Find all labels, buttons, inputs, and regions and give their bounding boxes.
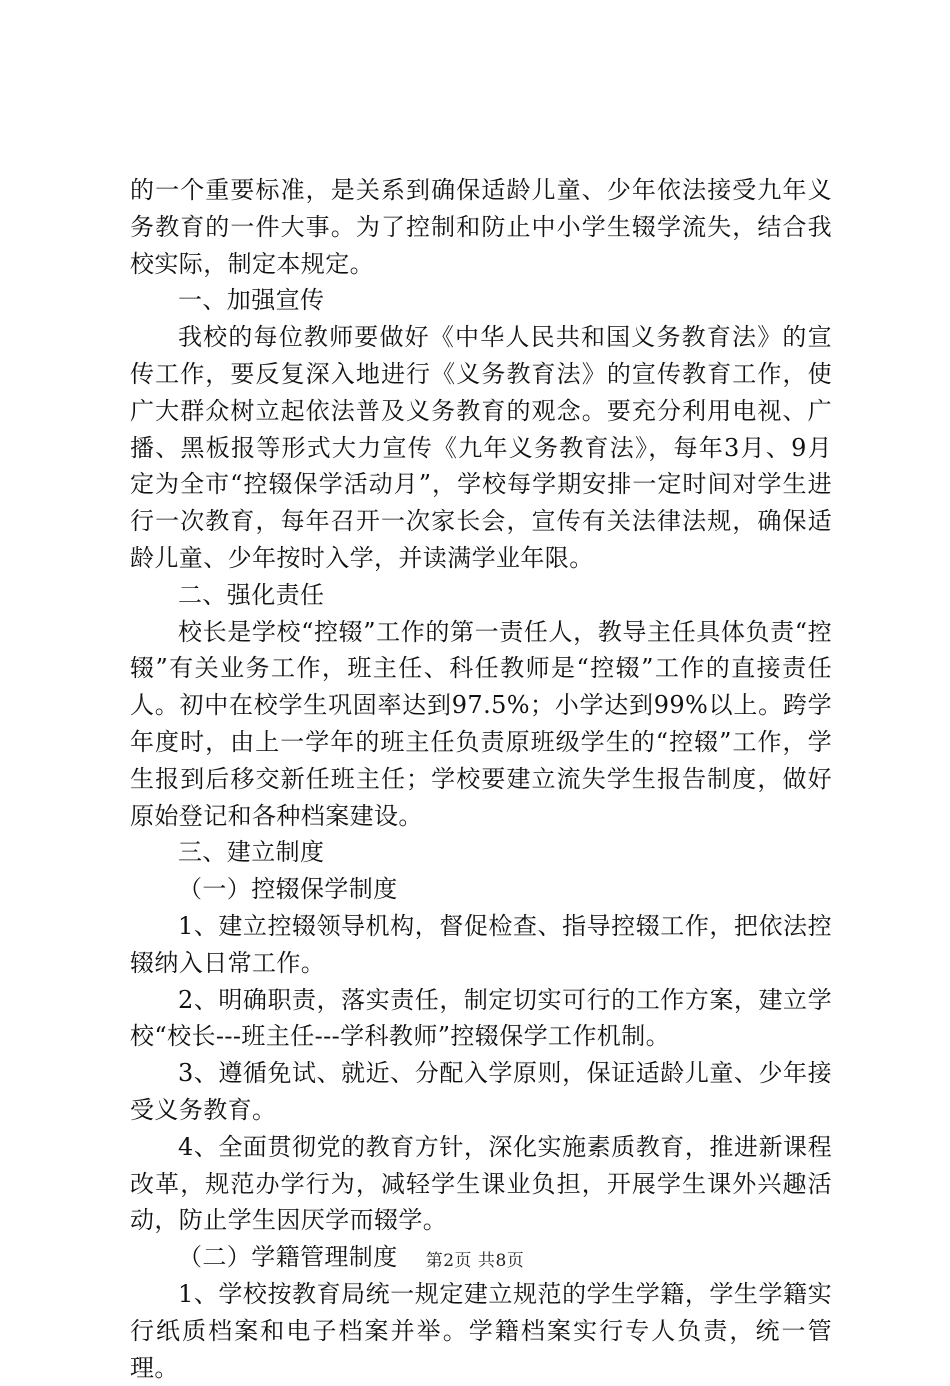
subsection-heading-dropout-control: （一）控辍保学制度	[178, 875, 398, 904]
document-body	[130, 172, 832, 1386]
list-item-2: 2、明确职责，落实责任，制定切实可行的工作方案，建立学校“校长---班主任---学科教师”控辍保学工作机制。	[130, 985, 832, 1051]
section-heading-system: 三、建立制度	[178, 838, 325, 867]
list-item-3: 3、遵循免试、就近、分配入学原则，保证适龄儿童、少年接受义务教育。	[130, 1059, 832, 1124]
page-number-footer: 第2页 共8页	[425, 1251, 525, 1271]
paragraph-publicity: 我校的每位教师要做好《中华人民共和国义务教育法》的宣传工作，要反复深入地进行《义务教育法》的宣传教育工作，使广大群众树立起依法普及义务教育的观念。要充分利用电视、广播、黑板报等形式大力宣传《九年义务教育法》，每年3月、9月定为全市“控辍保学活动月”，学校每学期安排一定时间对学生进行一次教育，每年召开一次家长会，宣传有关法律法规，确保适龄儿童、少年按时入学，并读满学业年限。	[130, 323, 832, 572]
section-heading-responsibility: 二、强化责任	[178, 580, 325, 609]
list-item-4: 4、全面贯彻党的教育方针，深化实施素质教育，推进新课程改革，规范办学行为，减轻学生课业负担，开展学生课外兴趣活动，防止学生因厌学而辍学。	[130, 1132, 832, 1235]
paragraph-intro-continuation: 的一个重要标准，是关系到确保适龄儿童、少年依法接受九年义务教育的一件大事。为了控制和防止中小学生辍学流失，结合我校实际，制定本规定。	[130, 176, 832, 278]
subsection-heading-enrollment: （二）学籍管理制度	[178, 1243, 398, 1272]
list-item-1: 1、建立控辍领导机构，督促检查、指导控辍工作，把依法控辍纳入日常工作。	[130, 911, 832, 977]
list-item-enrollment-1: 1、学校按教育局统一规定建立规范的学生学籍，学生学籍实行纸质档案和电子档案并举。学籍档案实行专人负责，统一管理。	[130, 1279, 832, 1382]
paragraph-responsibility: 校长是学校“控辍”工作的第一责任人，教导主任具体负责“控辍”有关业务工作，班主任、科任教师是“控辍”工作的直接责任人。初中在校学生巩固率达到97.5%；小学达到99%以上。跨学年度时，由上一学年的班主任负责原班级学生的“控辍”工作，学生报到后移交新任班主任；学校要建立流失学生报告制度，做好原始登记和各种档案建设。	[130, 617, 832, 830]
section-heading-publicity: 一、加强宣传	[178, 286, 325, 315]
